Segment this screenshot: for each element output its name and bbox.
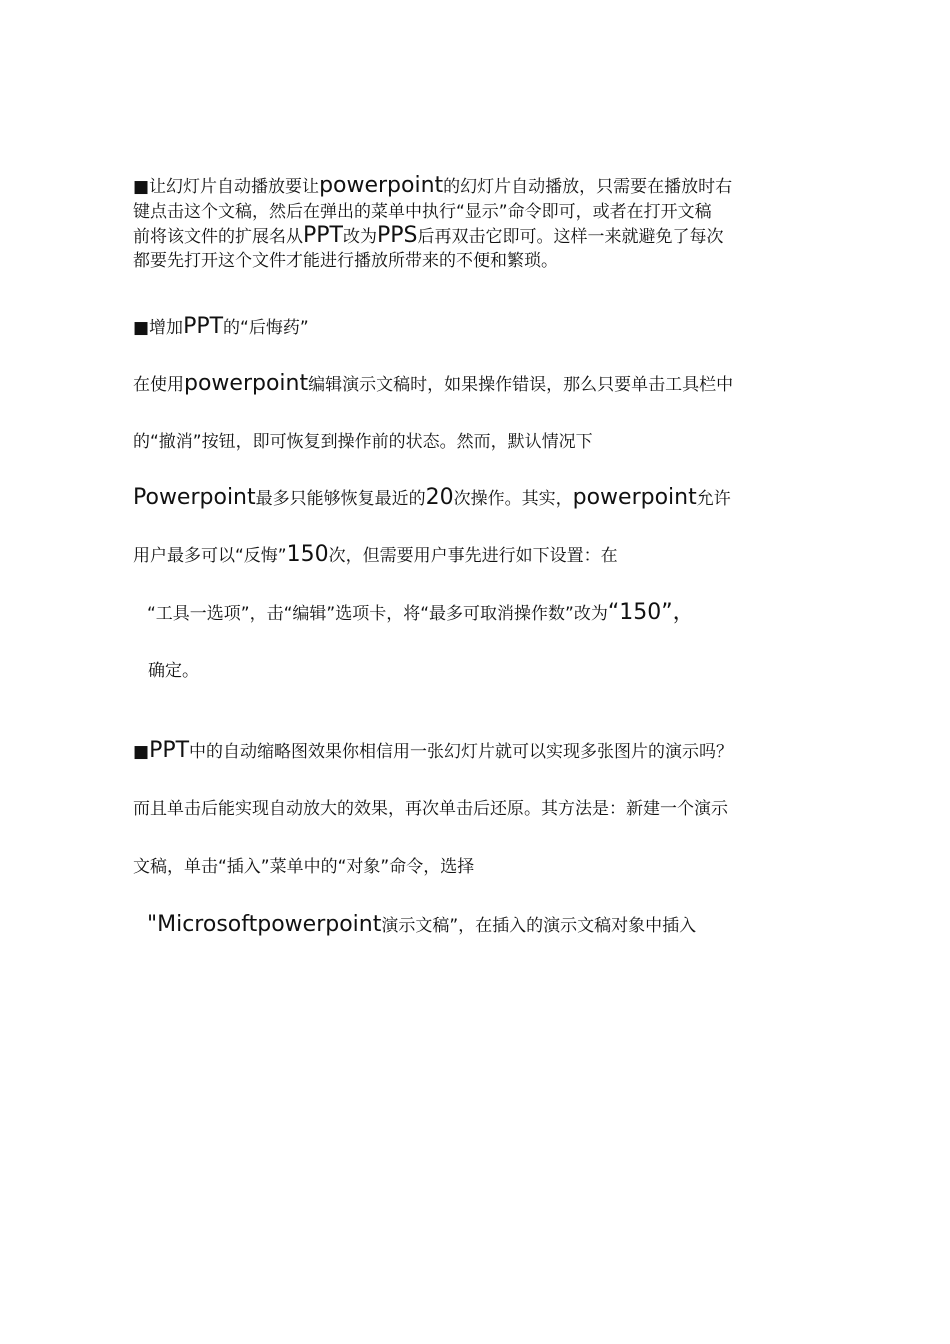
section1-line3-a: 前将该文件的扩展名从: [133, 227, 303, 247]
section1-line1: [133, 174, 833, 199]
section2-p2: 的“撤消”按钮，即可恢复到操作前的状态。然而，默认情况下: [133, 432, 593, 452]
section2-p3-b: 最多只能够恢复最近的: [255, 489, 426, 509]
section2-p3-f: 允许: [696, 489, 731, 509]
section1-line3-b: PPT: [303, 223, 343, 248]
section2-p1-a: 在使用: [133, 375, 184, 395]
section3-heading-b: PPT: [149, 738, 190, 763]
section2-heading-b: PPT: [183, 314, 224, 339]
section1-line3-c: 改为: [342, 227, 377, 247]
section2-heading-c: 的“后悔药”: [223, 318, 309, 338]
section2-p4: [133, 543, 833, 568]
section2-p3-c: 20: [425, 485, 454, 510]
section2-p4-b: 150: [286, 542, 329, 567]
section3-p3-b: 演示文稿”，在插入的演示文稿对象中插入: [381, 916, 697, 936]
section2-heading: [133, 315, 833, 340]
section2-p4-a: 用户最多可以“反悔”: [133, 546, 287, 566]
section1-line1-b: powerpoint: [319, 173, 444, 198]
section2-p4-c: 次，但需要用户事先进行如下设置：在: [328, 546, 618, 566]
section1-line3: [133, 224, 833, 249]
section3-p1: 而且单击后能实现自动放大的效果，再次单击后还原。其方法是：新建一个演示: [133, 799, 728, 819]
section3-heading-a: ■: [133, 742, 150, 762]
section2-p5: [147, 601, 847, 626]
section3-p3: [147, 913, 847, 938]
section2-p3: [133, 486, 833, 511]
section2-p3-e: powerpoint: [572, 485, 697, 510]
section2-p5-b: “150”，: [607, 600, 695, 625]
section3-p3-a: "Microsoftpowerpoint: [147, 912, 382, 937]
section2-heading-a: ■增加: [133, 318, 184, 338]
section2-p6: 确定。: [148, 661, 199, 681]
section1-line1-a: ■让幻灯片自动播放要让: [133, 177, 320, 197]
section2-p1: [133, 372, 833, 397]
section3-heading: [133, 739, 833, 764]
section1-line2: 键点击这个文稿，然后在弹出的菜单中执行“显示”命令即可，或者在打开文稿: [133, 202, 712, 222]
section3-p2: 文稿，单击“插入”菜单中的“对象”命令，选择: [133, 857, 475, 877]
section2-p3-a: Powerpoint: [133, 485, 256, 510]
section3-heading-c: 中的自动缩略图效果你相信用一张幻灯片就可以实现多张图片的演示吗？: [189, 742, 734, 762]
section2-p1-c: 编辑演示文稿时，如果操作错误，那么只要单击工具栏中: [308, 375, 734, 395]
section1-line3-e: 后再双击它即可。这样一来就避免了每次: [417, 227, 724, 247]
section2-p3-d: 次操作。其实，: [453, 489, 573, 509]
section1-line3-d: PPS: [376, 223, 418, 248]
section2-p5-a: “工具一选项”，击“编辑”选项卡，将“最多可取消操作数”改为: [147, 604, 608, 624]
section1-line4: 都要先打开这个文件才能进行播放所带来的不便和繁琐。: [133, 251, 558, 271]
section1-line1-c: 的幻灯片自动播放，只需要在播放时右: [443, 177, 733, 197]
section2-p1-b: powerpoint: [184, 371, 309, 396]
